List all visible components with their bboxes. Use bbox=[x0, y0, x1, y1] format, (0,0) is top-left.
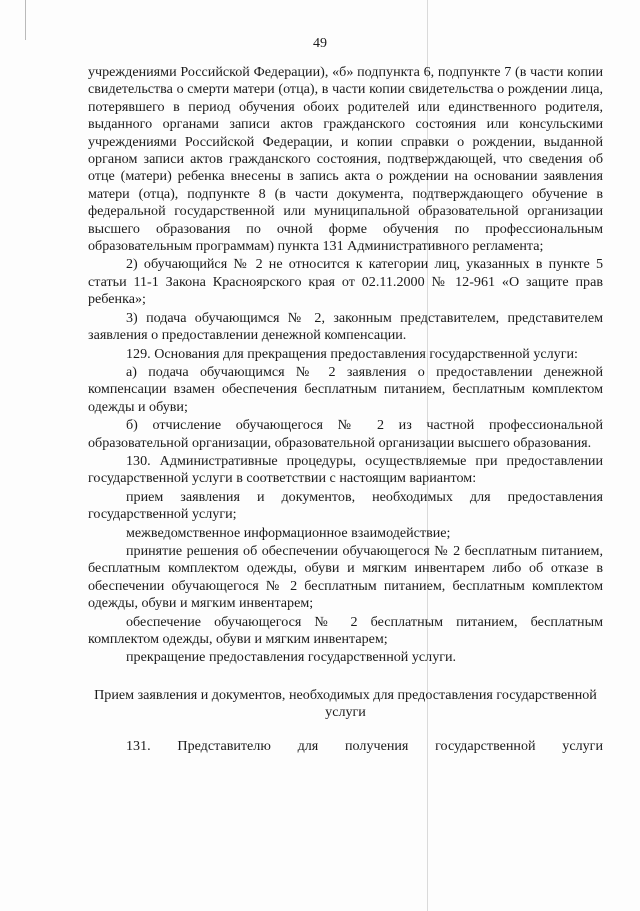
paragraph-129-b: б) отчисление обучающегося № 2 из частной профессиональной образовательной организации, образовательной организации высшего образования. bbox=[88, 417, 603, 451]
paragraph-131-start: 131. Представителю для получения государственной услуги bbox=[126, 737, 603, 754]
procedure-item-1: прием заявления и документов, необходимых для предоставления государственной услуги; bbox=[88, 488, 603, 523]
paragraph-continuation: учреждениями Российской Федерации), «б» подпункта 6, подпункте 7 (в части копии свидетельства о смерти матери (отца), в части копии свидетельства о рождении лица, потерявшего в период обучения обоих родителей или единственного родителя, выданного органами записи актов гражданского состояния или консульскими учреждениями Российской Федерации, и копии справки о рождении, выданной органом записи актов гражданского состояния, подтверждающей, что сведения об отце (матери) ребенка внесены в запись акта о рождении на основании заявления матери (отца), подпункте 8 (в части документа, подтверждающего обучение в федеральной государственной или муниципальной образовательной организации высшего образования по очной форме обучения по профессиональным образовательным программам) пункта 131 Административного регламента; bbox=[88, 64, 603, 255]
paragraph-129: 129. Основания для прекращения предоставления государственной услуги: bbox=[126, 345, 578, 362]
scan-edge-mark bbox=[25, 0, 26, 40]
procedure-item-5: прекращение предоставления государственной услуги. bbox=[126, 649, 457, 666]
document-body bbox=[88, 64, 603, 755]
paragraph-130: 130. Административные процедуры, осуществляемые при предоставлении государственной услуги в соответствии с настоящим вариантом: bbox=[88, 452, 603, 487]
procedure-item-4: обеспечение обучающегося № 2 бесплатным питанием, бесплатным комплектом одежды, обуви и мягким инвентарем; bbox=[88, 613, 603, 647]
paragraph-item-2: 2) обучающийся № 2 не относится к категории лиц, указанных в пункте 5 статьи 11-1 Закона Красноярского края от 02.11.2000 № 12-961 «О защите прав ребенка»; bbox=[88, 256, 603, 308]
section-heading: Прием заявления и документов, необходимых для предоставления государственной услуги bbox=[94, 686, 597, 721]
paragraph-item-3: 3) подача обучающимся № 2, законным представителем, представителем заявления о предоставлении денежной компенсации. bbox=[88, 309, 603, 344]
paragraph-129-a: а) подача обучающимся № 2 заявления о предоставлении денежной компенсации взамен обеспечения бесплатным питанием, бесплатным комплектом одежды и обуви; bbox=[88, 363, 603, 415]
procedure-item-2: межведомственное информационное взаимодействие; bbox=[126, 524, 451, 541]
procedure-item-3: принятие решения об обеспечении обучающегося № 2 бесплатным питанием, бесплатным комплектом одежды, обуви и мягким инвентарем либо об отказе в обеспечении обучающегося № 2 бесплатным питанием, бесплатным комплектом одежды, обуви и мягким инвентарем; bbox=[88, 542, 603, 612]
page-number: 49 bbox=[313, 36, 327, 51]
